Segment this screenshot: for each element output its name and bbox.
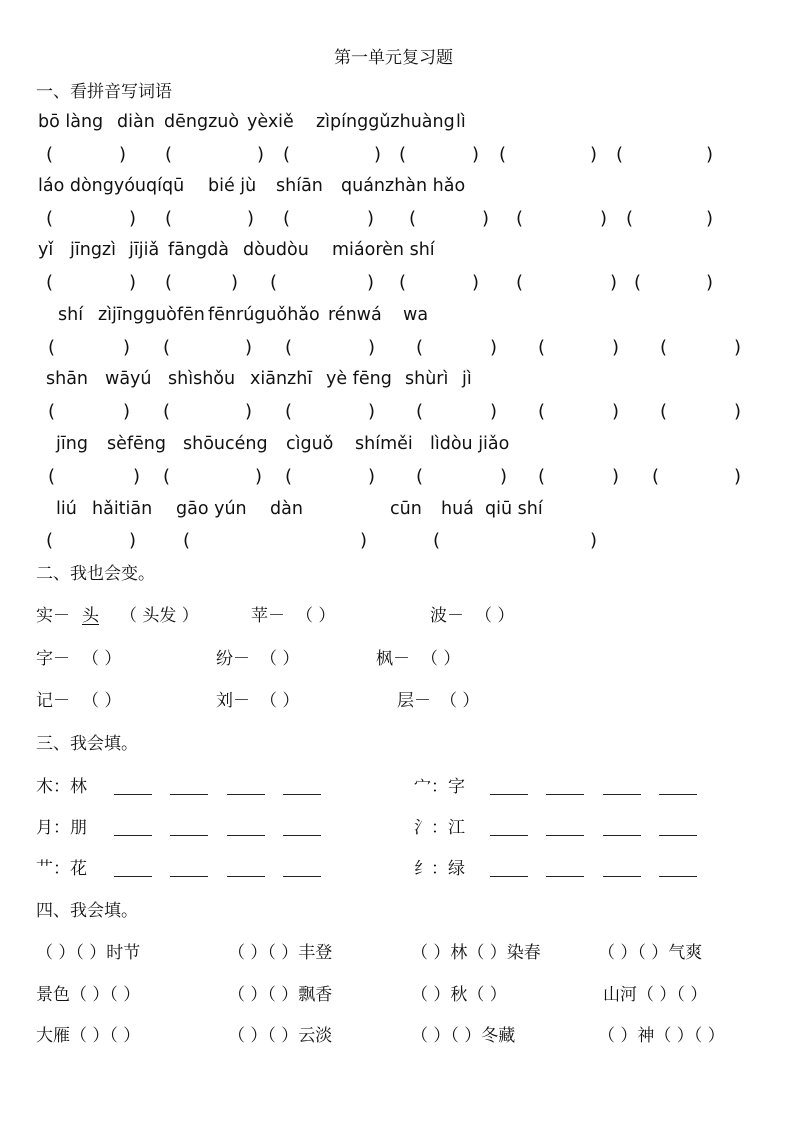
pinyin-word: sèfēng: [107, 434, 167, 454]
pinyin-word: fēnrúguǒhǎo: [208, 305, 320, 325]
answer-blank-close[interactable]: ): [257, 144, 265, 165]
answer-blank-open[interactable]: (: [399, 272, 407, 293]
idiom-blank[interactable]: （ ）（ ）飘香: [228, 985, 333, 1005]
fill-line[interactable]: [170, 835, 208, 836]
fill-line[interactable]: [283, 835, 321, 836]
radical-example: 木：林: [36, 777, 87, 797]
fill-line[interactable]: [546, 876, 584, 877]
answer-blank-close[interactable]: ): [360, 530, 368, 551]
pinyin-word: shíměi: [355, 434, 413, 454]
answer-blank-close[interactable]: ): [610, 272, 618, 293]
example-answer: 头: [82, 606, 99, 626]
idiom-blank[interactable]: 大雁（ ）（ ）: [36, 1026, 141, 1046]
section-4-heading: 四、我会填。: [36, 901, 138, 921]
pinyin-word: bō làng: [38, 112, 104, 132]
answer-blank-close[interactable]: ): [245, 401, 253, 422]
answer-blank-open[interactable]: (: [46, 272, 54, 293]
answer-blank-close[interactable]: ): [245, 337, 253, 358]
answer-blank-open[interactable]: (: [626, 208, 634, 229]
pinyin-word: diàn: [117, 112, 155, 132]
answer-blank-close[interactable]: ): [734, 466, 742, 487]
radical-example: 纟：绿: [414, 859, 465, 879]
pinyin-word: cìguǒ: [286, 434, 334, 454]
answer-blank-open[interactable]: (: [416, 466, 424, 487]
pinyin-word: quánzhàn hǎo: [341, 176, 466, 196]
base-character: 刘－: [216, 691, 250, 711]
pinyin-word: jījiǎ: [129, 240, 160, 260]
pinyin-word: zìjīngguòfēn: [98, 305, 205, 325]
fill-line[interactable]: [227, 835, 265, 836]
pinyin-word: yè fēng: [326, 369, 392, 389]
answer-blank[interactable]: （ ）: [421, 649, 461, 669]
answer-blank-open[interactable]: (: [616, 144, 624, 165]
base-character: 苹－: [251, 606, 285, 626]
answer-blank-open[interactable]: (: [399, 144, 407, 165]
answer-blank[interactable]: （ ）: [296, 606, 336, 626]
answer-blank-open[interactable]: (: [285, 401, 293, 422]
pinyin-word: shí: [58, 305, 84, 325]
answer-blank-open[interactable]: (: [165, 272, 173, 293]
pinyin-word: hǎitiān: [92, 499, 153, 519]
answer-blank-open[interactable]: (: [652, 466, 660, 487]
fill-line[interactable]: [603, 876, 641, 877]
idiom-blank[interactable]: （ ）（ ）冬藏: [411, 1026, 516, 1046]
base-character: 枫－: [376, 649, 410, 669]
answer-blank-close[interactable]: ): [374, 144, 382, 165]
idiom-blank[interactable]: （ ）（ ）丰登: [228, 943, 333, 963]
answer-blank-close[interactable]: ): [500, 466, 508, 487]
answer-blank[interactable]: （ ）: [82, 691, 122, 711]
fill-line[interactable]: [283, 876, 321, 877]
pinyin-word: lìdòu jiǎo: [430, 434, 510, 454]
answer-blank-close[interactable]: ): [368, 466, 376, 487]
radical-example: 宀：字: [414, 777, 465, 797]
answer-blank-close[interactable]: ): [129, 272, 137, 293]
answer-blank-close[interactable]: ): [123, 401, 131, 422]
fill-line[interactable]: [490, 876, 528, 877]
idiom-blank[interactable]: （ ）秋（ ）: [411, 985, 507, 1005]
answer-blank-open[interactable]: (: [416, 337, 424, 358]
answer-blank-open[interactable]: (: [416, 401, 424, 422]
pinyin-word: yǐ: [38, 240, 54, 260]
idiom-blank[interactable]: （ ）林（ ）染春: [411, 943, 541, 963]
pinyin-word: wa: [403, 305, 429, 325]
fill-line[interactable]: [227, 794, 265, 795]
answer-blank-open[interactable]: (: [433, 530, 441, 551]
answer-blank-close[interactable]: ): [734, 401, 742, 422]
answer-blank-open[interactable]: (: [48, 466, 56, 487]
base-character: 实－: [36, 606, 70, 626]
answer-blank-close[interactable]: ): [612, 401, 620, 422]
pinyin-word: liú: [56, 499, 77, 519]
pinyin-word: lì: [456, 112, 466, 132]
idiom-blank[interactable]: 山河（ ）（ ）: [603, 985, 708, 1005]
answer-blank-close[interactable]: ): [706, 144, 714, 165]
pinyin-word: fāngdà: [168, 240, 229, 260]
answer-blank-open[interactable]: (: [499, 144, 507, 165]
answer-blank-open[interactable]: (: [165, 208, 173, 229]
answer-blank-open[interactable]: (: [283, 208, 291, 229]
idiom-blank[interactable]: （ ）（ ）气爽: [598, 943, 703, 963]
answer-blank-open[interactable]: (: [538, 401, 546, 422]
answer-blank[interactable]: （ ）: [475, 606, 515, 626]
answer-blank-open[interactable]: (: [46, 208, 54, 229]
pinyin-word: jīngzì: [70, 240, 116, 260]
pinyin-word: dàn: [270, 499, 303, 519]
answer-blank-close[interactable]: ): [123, 337, 131, 358]
answer-blank-open[interactable]: (: [285, 337, 293, 358]
answer-blank-close[interactable]: ): [490, 337, 498, 358]
answer-blank-close[interactable]: ): [368, 337, 376, 358]
answer-blank-open[interactable]: (: [634, 272, 642, 293]
answer-blank[interactable]: （ ）: [440, 691, 480, 711]
answer-blank-open[interactable]: (: [409, 208, 417, 229]
answer-blank-close[interactable]: ): [482, 208, 490, 229]
answer-blank-close[interactable]: ): [590, 530, 598, 551]
pinyin-word: miáorèn shí: [332, 240, 435, 260]
answer-blank-open[interactable]: (: [538, 466, 546, 487]
answer-blank-close[interactable]: ): [734, 337, 742, 358]
answer-blank-open[interactable]: (: [660, 337, 668, 358]
pinyin-word: zìpínggǔzhuàng: [316, 112, 455, 132]
fill-line[interactable]: [170, 794, 208, 795]
answer-blank-close[interactable]: ): [129, 208, 137, 229]
answer-blank-close[interactable]: ): [472, 144, 480, 165]
answer-blank-close[interactable]: ): [706, 272, 714, 293]
fill-line[interactable]: [114, 876, 152, 877]
answer-blank-close[interactable]: ): [247, 208, 255, 229]
answer-blank-open[interactable]: (: [163, 401, 171, 422]
fill-line[interactable]: [546, 794, 584, 795]
answer-blank-close[interactable]: ): [367, 208, 375, 229]
answer-blank-open[interactable]: (: [163, 337, 171, 358]
idiom-blank[interactable]: （ ）神（ ）（ ）: [598, 1026, 725, 1046]
pinyin-word: wāyú: [105, 369, 152, 389]
radical-example: 艹：花: [36, 859, 87, 879]
answer-blank-open[interactable]: (: [183, 530, 191, 551]
idiom-blank[interactable]: （ ）（ ）云淡: [228, 1026, 333, 1046]
answer-blank[interactable]: （ ）: [260, 649, 300, 669]
answer-blank-open[interactable]: (: [165, 144, 173, 165]
pinyin-word: shùrì: [405, 369, 449, 389]
radical-example: 氵：江: [414, 818, 465, 838]
answer-blank-close[interactable]: ): [255, 466, 263, 487]
base-character: 记－: [36, 691, 70, 711]
answer-blank-close[interactable]: ): [231, 272, 239, 293]
base-character: 字－: [36, 649, 70, 669]
fill-line[interactable]: [170, 876, 208, 877]
answer-blank[interactable]: （ ）: [82, 649, 122, 669]
example-word: （ 头发 ）: [120, 606, 199, 626]
pinyin-word: xiānzhī: [250, 369, 313, 389]
answer-blank-close[interactable]: ): [600, 208, 608, 229]
pinyin-word: rénwá: [328, 305, 382, 325]
base-character: 纷－: [216, 649, 250, 669]
answer-blank-close[interactable]: ): [367, 272, 375, 293]
pinyin-word: qiū shí: [485, 499, 543, 519]
fill-line[interactable]: [114, 835, 152, 836]
answer-blank-open[interactable]: (: [660, 401, 668, 422]
answer-blank-close[interactable]: ): [590, 144, 598, 165]
pinyin-word: shìshǒu: [168, 369, 236, 389]
fill-line[interactable]: [114, 794, 152, 795]
base-character: 波－: [430, 606, 464, 626]
answer-blank-open[interactable]: (: [285, 466, 293, 487]
pinyin-word: yèxiě: [247, 112, 294, 132]
answer-blank-close[interactable]: ): [490, 401, 498, 422]
answer-blank-open[interactable]: (: [48, 337, 56, 358]
answer-blank-open[interactable]: (: [516, 208, 524, 229]
fill-line[interactable]: [659, 794, 697, 795]
pinyin-word: shíān: [276, 176, 323, 196]
answer-blank-close[interactable]: ): [119, 144, 127, 165]
answer-blank-close[interactable]: ): [706, 208, 714, 229]
answer-blank-close[interactable]: ): [612, 466, 620, 487]
fill-line[interactable]: [603, 835, 641, 836]
pinyin-word: jīng: [56, 434, 88, 454]
fill-line[interactable]: [659, 835, 697, 836]
answer-blank-open[interactable]: (: [163, 466, 171, 487]
idiom-blank[interactable]: （ ）（ ）时节: [36, 943, 141, 963]
fill-line[interactable]: [546, 835, 584, 836]
fill-line[interactable]: [227, 876, 265, 877]
answer-blank[interactable]: （ ）: [260, 691, 300, 711]
pinyin-word: shōucéng: [183, 434, 268, 454]
fill-line[interactable]: [659, 876, 697, 877]
answer-blank-open[interactable]: (: [46, 144, 54, 165]
section-2-heading: 二、我也会变。: [36, 564, 155, 584]
fill-line[interactable]: [490, 835, 528, 836]
pinyin-word: cūn: [390, 499, 422, 519]
answer-blank-close[interactable]: ): [133, 466, 141, 487]
answer-blank-close[interactable]: ): [472, 272, 480, 293]
section-1-heading: 一、看拼音写词语: [36, 82, 172, 102]
fill-line[interactable]: [283, 794, 321, 795]
pinyin-word: shān: [46, 369, 89, 389]
answer-blank-open[interactable]: (: [270, 272, 278, 293]
page-title: 第一单元复习题: [334, 48, 453, 68]
section-3-heading: 三、我会填。: [36, 734, 138, 754]
fill-line[interactable]: [603, 794, 641, 795]
pinyin-word: huá: [441, 499, 474, 519]
fill-line[interactable]: [490, 794, 528, 795]
pinyin-word: jì: [462, 369, 472, 389]
answer-blank-open[interactable]: (: [283, 144, 291, 165]
pinyin-word: láo dòngyóuqíqū: [38, 176, 185, 196]
answer-blank-open[interactable]: (: [538, 337, 546, 358]
answer-blank-open[interactable]: (: [48, 401, 56, 422]
pinyin-word: gāo yún: [176, 499, 247, 519]
answer-blank-open[interactable]: (: [516, 272, 524, 293]
answer-blank-close[interactable]: ): [612, 337, 620, 358]
radical-example: 月：朋: [36, 818, 87, 838]
idiom-blank[interactable]: 景色（ ）（ ）: [36, 985, 141, 1005]
pinyin-word: bié jù: [208, 176, 257, 196]
base-character: 层－: [397, 691, 431, 711]
pinyin-word: dòudòu: [243, 240, 309, 260]
answer-blank-open[interactable]: (: [46, 530, 54, 551]
answer-blank-close[interactable]: ): [368, 401, 376, 422]
answer-blank-close[interactable]: ): [129, 530, 137, 551]
pinyin-word: dēngzuò: [164, 112, 240, 132]
